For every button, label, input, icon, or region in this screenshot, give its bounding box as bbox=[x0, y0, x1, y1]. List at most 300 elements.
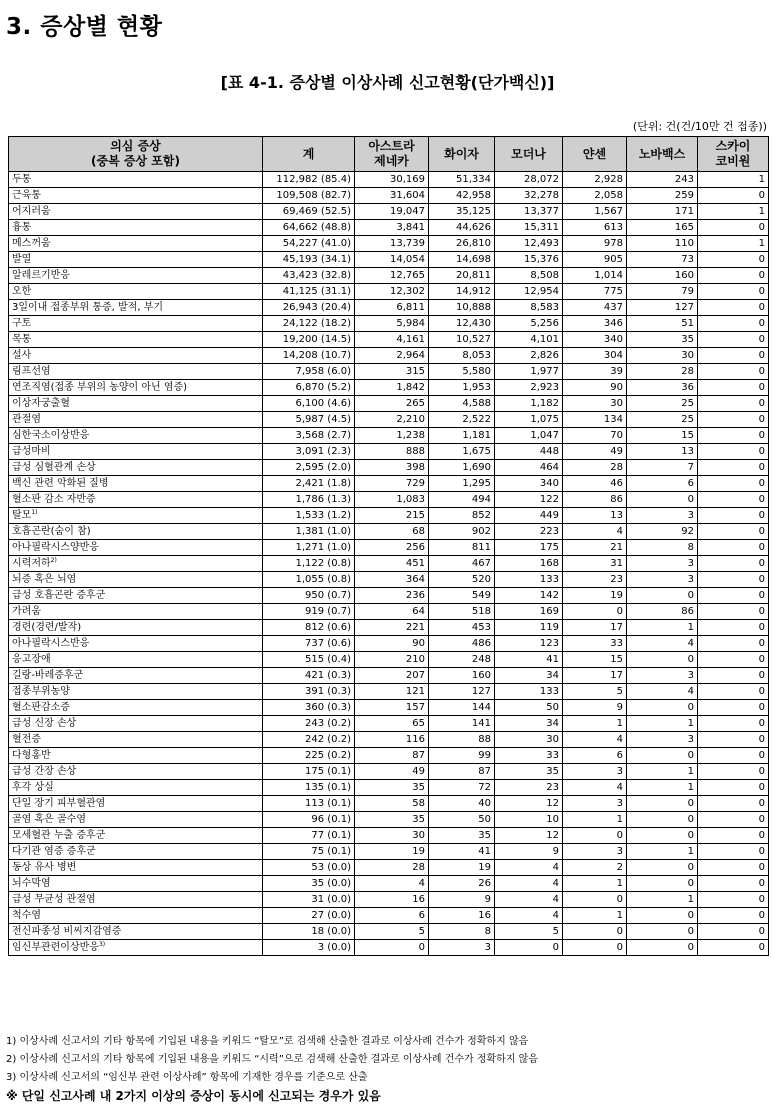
value-cell-novavax: 3 bbox=[627, 668, 698, 684]
value-cell-az: 3,841 bbox=[355, 220, 429, 236]
value-cell-total: 19,200 (14.5) bbox=[263, 332, 355, 348]
value-cell-skycovione: 0 bbox=[698, 252, 769, 268]
value-cell-skycovione: 0 bbox=[698, 444, 769, 460]
table-row bbox=[9, 348, 769, 364]
value-cell-moderna: 2,826 bbox=[495, 348, 563, 364]
value-cell-skycovione: 0 bbox=[698, 396, 769, 412]
value-cell-novavax: 0 bbox=[627, 492, 698, 508]
value-cell-az: 315 bbox=[355, 364, 429, 380]
value-cell-pfizer: 127 bbox=[429, 684, 495, 700]
table-row bbox=[9, 444, 769, 460]
value-cell-az: 68 bbox=[355, 524, 429, 540]
value-cell-skycovione: 0 bbox=[698, 476, 769, 492]
value-cell-novavax: 0 bbox=[627, 588, 698, 604]
value-cell-skycovione: 1 bbox=[698, 172, 769, 188]
value-cell-novavax: 165 bbox=[627, 220, 698, 236]
value-cell-pfizer: 248 bbox=[429, 652, 495, 668]
table-row bbox=[9, 924, 769, 940]
value-cell-pfizer: 9 bbox=[429, 892, 495, 908]
value-cell-novavax: 3 bbox=[627, 508, 698, 524]
value-cell-novavax: 0 bbox=[627, 860, 698, 876]
value-cell-novavax: 0 bbox=[627, 940, 698, 956]
value-cell-pfizer: 87 bbox=[429, 764, 495, 780]
value-cell-moderna: 34 bbox=[495, 668, 563, 684]
table-row bbox=[9, 220, 769, 236]
value-cell-moderna: 13,377 bbox=[495, 204, 563, 220]
table-row bbox=[9, 700, 769, 716]
value-cell-pfizer: 1,690 bbox=[429, 460, 495, 476]
value-cell-pfizer: 8,053 bbox=[429, 348, 495, 364]
value-cell-pfizer: 50 bbox=[429, 812, 495, 828]
value-cell-novavax: 160 bbox=[627, 268, 698, 284]
value-cell-janssen: 9 bbox=[563, 700, 627, 716]
table-row bbox=[9, 204, 769, 220]
value-cell-skycovione: 0 bbox=[698, 380, 769, 396]
value-cell-total: 69,469 (52.5) bbox=[263, 204, 355, 220]
value-cell-total: 3 (0.0) bbox=[263, 940, 355, 956]
value-cell-novavax: 3 bbox=[627, 556, 698, 572]
value-cell-novavax: 13 bbox=[627, 444, 698, 460]
value-cell-pfizer: 19 bbox=[429, 860, 495, 876]
table-row bbox=[9, 780, 769, 796]
value-cell-skycovione: 0 bbox=[698, 508, 769, 524]
table-row bbox=[9, 492, 769, 508]
table-row bbox=[9, 860, 769, 876]
value-cell-total: 31 (0.0) bbox=[263, 892, 355, 908]
value-cell-moderna: 449 bbox=[495, 508, 563, 524]
value-cell-janssen: 90 bbox=[563, 380, 627, 396]
value-cell-moderna: 12 bbox=[495, 828, 563, 844]
value-cell-pfizer: 10,527 bbox=[429, 332, 495, 348]
value-cell-total: 421 (0.3) bbox=[263, 668, 355, 684]
value-cell-total: 515 (0.4) bbox=[263, 652, 355, 668]
symptom-cell: 혈전증 bbox=[9, 732, 263, 748]
value-cell-pfizer: 41 bbox=[429, 844, 495, 860]
value-cell-moderna: 32,278 bbox=[495, 188, 563, 204]
table-row bbox=[9, 412, 769, 428]
value-cell-janssen: 1 bbox=[563, 812, 627, 828]
value-cell-pfizer: 144 bbox=[429, 700, 495, 716]
value-cell-janssen: 4 bbox=[563, 780, 627, 796]
value-cell-pfizer: 88 bbox=[429, 732, 495, 748]
table-row bbox=[9, 684, 769, 700]
value-cell-az: 121 bbox=[355, 684, 429, 700]
symptom-cell: 전신파종성 비씨지감염증 bbox=[9, 924, 263, 940]
value-cell-az: 16 bbox=[355, 892, 429, 908]
value-cell-janssen: 0 bbox=[563, 940, 627, 956]
symptom-cell: 림프선염 bbox=[9, 364, 263, 380]
symptom-cell: 다기관 염증 증후군 bbox=[9, 844, 263, 860]
value-cell-janssen: 0 bbox=[563, 828, 627, 844]
value-cell-moderna: 122 bbox=[495, 492, 563, 508]
value-cell-moderna: 0 bbox=[495, 940, 563, 956]
value-cell-moderna: 1,182 bbox=[495, 396, 563, 412]
table-row bbox=[9, 460, 769, 476]
value-cell-janssen: 5 bbox=[563, 684, 627, 700]
value-cell-skycovione: 1 bbox=[698, 204, 769, 220]
value-cell-az: 14,054 bbox=[355, 252, 429, 268]
table-row bbox=[9, 716, 769, 732]
symptom-cell: 다형홍반 bbox=[9, 748, 263, 764]
value-cell-novavax: 1 bbox=[627, 780, 698, 796]
table-row bbox=[9, 828, 769, 844]
value-cell-moderna: 33 bbox=[495, 748, 563, 764]
table-row bbox=[9, 556, 769, 572]
value-cell-pfizer: 72 bbox=[429, 780, 495, 796]
value-cell-janssen: 304 bbox=[563, 348, 627, 364]
value-cell-total: 113 (0.1) bbox=[263, 796, 355, 812]
value-cell-skycovione: 0 bbox=[698, 316, 769, 332]
value-cell-moderna: 5,256 bbox=[495, 316, 563, 332]
section-title: 3. 증상별 현황 bbox=[6, 14, 163, 40]
value-cell-pfizer: 811 bbox=[429, 540, 495, 556]
symptom-cell: 메스꺼움 bbox=[9, 236, 263, 252]
value-cell-novavax: 0 bbox=[627, 924, 698, 940]
value-cell-pfizer: 12,430 bbox=[429, 316, 495, 332]
header-astrazeneca: 아스트라 제네카 bbox=[355, 137, 429, 172]
value-cell-skycovione: 0 bbox=[698, 412, 769, 428]
value-cell-janssen: 23 bbox=[563, 572, 627, 588]
value-cell-total: 14,208 (10.7) bbox=[263, 348, 355, 364]
value-cell-az: 207 bbox=[355, 668, 429, 684]
value-cell-moderna: 123 bbox=[495, 636, 563, 652]
value-cell-moderna: 30 bbox=[495, 732, 563, 748]
table-row bbox=[9, 876, 769, 892]
value-cell-novavax: 6 bbox=[627, 476, 698, 492]
value-cell-skycovione: 0 bbox=[698, 684, 769, 700]
value-cell-total: 96 (0.1) bbox=[263, 812, 355, 828]
value-cell-novavax: 8 bbox=[627, 540, 698, 556]
value-cell-az: 19 bbox=[355, 844, 429, 860]
value-cell-skycovione: 0 bbox=[698, 924, 769, 940]
value-cell-total: 53 (0.0) bbox=[263, 860, 355, 876]
value-cell-moderna: 4 bbox=[495, 892, 563, 908]
value-cell-az: 64 bbox=[355, 604, 429, 620]
value-cell-janssen: 2,058 bbox=[563, 188, 627, 204]
value-cell-janssen: 86 bbox=[563, 492, 627, 508]
value-cell-moderna: 1,047 bbox=[495, 428, 563, 444]
value-cell-skycovione: 0 bbox=[698, 828, 769, 844]
symptom-cell: 구토 bbox=[9, 316, 263, 332]
footnote-1: 1) 이상사례 신고서의 기타 항목에 기입된 내용을 키워드 “탈모”로 검색해 산출한 결과로 이상사례 건수가 정확하지 않음 bbox=[6, 1036, 529, 1047]
value-cell-total: 175 (0.1) bbox=[263, 764, 355, 780]
symptom-cell: 아나필락시스양반응 bbox=[9, 540, 263, 556]
value-cell-janssen: 28 bbox=[563, 460, 627, 476]
value-cell-janssen: 0 bbox=[563, 924, 627, 940]
symptom-cell: 급성 간장 손상 bbox=[9, 764, 263, 780]
table-row bbox=[9, 940, 769, 956]
value-cell-janssen: 19 bbox=[563, 588, 627, 604]
value-cell-novavax: 1 bbox=[627, 716, 698, 732]
value-cell-skycovione: 0 bbox=[698, 572, 769, 588]
value-cell-janssen: 46 bbox=[563, 476, 627, 492]
symptom-cell: 골염 혹은 골수염 bbox=[9, 812, 263, 828]
table-row bbox=[9, 236, 769, 252]
value-cell-total: 737 (0.6) bbox=[263, 636, 355, 652]
value-cell-az: 2,210 bbox=[355, 412, 429, 428]
table-row bbox=[9, 428, 769, 444]
value-cell-novavax: 0 bbox=[627, 828, 698, 844]
value-cell-janssen: 31 bbox=[563, 556, 627, 572]
symptom-cell: 길랑-바레증후군 bbox=[9, 668, 263, 684]
value-cell-skycovione: 0 bbox=[698, 332, 769, 348]
value-cell-total: 360 (0.3) bbox=[263, 700, 355, 716]
value-cell-novavax: 0 bbox=[627, 652, 698, 668]
value-cell-janssen: 3 bbox=[563, 796, 627, 812]
table-row bbox=[9, 572, 769, 588]
value-cell-total: 1,122 (0.8) bbox=[263, 556, 355, 572]
value-cell-total: 35 (0.0) bbox=[263, 876, 355, 892]
table-row bbox=[9, 284, 769, 300]
value-cell-az: 30,169 bbox=[355, 172, 429, 188]
value-cell-pfizer: 14,912 bbox=[429, 284, 495, 300]
value-cell-janssen: 0 bbox=[563, 604, 627, 620]
symptom-cell: 혈소판 감소 자반증 bbox=[9, 492, 263, 508]
value-cell-novavax: 0 bbox=[627, 700, 698, 716]
value-cell-az: 90 bbox=[355, 636, 429, 652]
value-cell-az: 398 bbox=[355, 460, 429, 476]
value-cell-pfizer: 1,675 bbox=[429, 444, 495, 460]
symptom-cell: 급성 호흡곤란 증후군 bbox=[9, 588, 263, 604]
value-cell-az: 1,083 bbox=[355, 492, 429, 508]
table-row bbox=[9, 620, 769, 636]
value-cell-az: 157 bbox=[355, 700, 429, 716]
value-cell-total: 6,100 (4.6) bbox=[263, 396, 355, 412]
value-cell-moderna: 28,072 bbox=[495, 172, 563, 188]
value-cell-pfizer: 44,626 bbox=[429, 220, 495, 236]
value-cell-skycovione: 1 bbox=[698, 236, 769, 252]
value-cell-moderna: 12,493 bbox=[495, 236, 563, 252]
value-cell-pfizer: 518 bbox=[429, 604, 495, 620]
value-cell-az: 1,238 bbox=[355, 428, 429, 444]
symptom-cell: 설사 bbox=[9, 348, 263, 364]
value-cell-skycovione: 0 bbox=[698, 428, 769, 444]
value-cell-moderna: 4 bbox=[495, 908, 563, 924]
value-cell-skycovione: 0 bbox=[698, 764, 769, 780]
value-cell-moderna: 23 bbox=[495, 780, 563, 796]
value-cell-moderna: 34 bbox=[495, 716, 563, 732]
value-cell-moderna: 168 bbox=[495, 556, 563, 572]
value-cell-janssen: 346 bbox=[563, 316, 627, 332]
value-cell-az: 888 bbox=[355, 444, 429, 460]
symptom-cell: 어지러움 bbox=[9, 204, 263, 220]
table-row bbox=[9, 508, 769, 524]
table-row bbox=[9, 652, 769, 668]
value-cell-pfizer: 141 bbox=[429, 716, 495, 732]
value-cell-az: 12,302 bbox=[355, 284, 429, 300]
table-row bbox=[9, 748, 769, 764]
symptom-cell: 이상자궁출혈 bbox=[9, 396, 263, 412]
value-cell-total: 1,055 (0.8) bbox=[263, 572, 355, 588]
value-cell-janssen: 4 bbox=[563, 732, 627, 748]
value-cell-skycovione: 0 bbox=[698, 876, 769, 892]
value-cell-novavax: 1 bbox=[627, 844, 698, 860]
value-cell-novavax: 0 bbox=[627, 876, 698, 892]
footnote-remark: ※ 단일 신고사례 내 2가지 이상의 증상이 동시에 신고되는 경우가 있음 bbox=[6, 1089, 381, 1103]
table-header-row bbox=[9, 137, 769, 172]
symptom-cell: 근육통 bbox=[9, 188, 263, 204]
value-cell-total: 391 (0.3) bbox=[263, 684, 355, 700]
value-cell-pfizer: 8 bbox=[429, 924, 495, 940]
value-cell-janssen: 17 bbox=[563, 620, 627, 636]
value-cell-novavax: 243 bbox=[627, 172, 698, 188]
value-cell-novavax: 4 bbox=[627, 636, 698, 652]
value-cell-janssen: 6 bbox=[563, 748, 627, 764]
value-cell-novavax: 36 bbox=[627, 380, 698, 396]
table-row bbox=[9, 844, 769, 860]
value-cell-moderna: 9 bbox=[495, 844, 563, 860]
value-cell-janssen: 30 bbox=[563, 396, 627, 412]
value-cell-moderna: 5 bbox=[495, 924, 563, 940]
value-cell-moderna: 169 bbox=[495, 604, 563, 620]
table-row bbox=[9, 188, 769, 204]
value-cell-pfizer: 40 bbox=[429, 796, 495, 812]
symptom-cell: 관절염 bbox=[9, 412, 263, 428]
value-cell-novavax: 30 bbox=[627, 348, 698, 364]
value-cell-skycovione: 0 bbox=[698, 748, 769, 764]
value-cell-total: 135 (0.1) bbox=[263, 780, 355, 796]
value-cell-pfizer: 549 bbox=[429, 588, 495, 604]
table-row bbox=[9, 668, 769, 684]
value-cell-az: 6,811 bbox=[355, 300, 429, 316]
symptom-cell: 후각 상실 bbox=[9, 780, 263, 796]
value-cell-total: 41,125 (31.1) bbox=[263, 284, 355, 300]
value-cell-skycovione: 0 bbox=[698, 908, 769, 924]
value-cell-novavax: 1 bbox=[627, 764, 698, 780]
value-cell-novavax: 3 bbox=[627, 572, 698, 588]
value-cell-pfizer: 494 bbox=[429, 492, 495, 508]
symptom-cell: 흉통 bbox=[9, 220, 263, 236]
value-cell-total: 45,193 (34.1) bbox=[263, 252, 355, 268]
value-cell-janssen: 437 bbox=[563, 300, 627, 316]
value-cell-total: 54,227 (41.0) bbox=[263, 236, 355, 252]
value-cell-novavax: 3 bbox=[627, 732, 698, 748]
value-cell-skycovione: 0 bbox=[698, 844, 769, 860]
symptom-cell: 두통 bbox=[9, 172, 263, 188]
table-row bbox=[9, 300, 769, 316]
value-cell-az: 35 bbox=[355, 812, 429, 828]
table-row bbox=[9, 588, 769, 604]
value-cell-janssen: 613 bbox=[563, 220, 627, 236]
value-cell-pfizer: 26 bbox=[429, 876, 495, 892]
value-cell-skycovione: 0 bbox=[698, 700, 769, 716]
table-row bbox=[9, 892, 769, 908]
value-cell-janssen: 2 bbox=[563, 860, 627, 876]
value-cell-az: 265 bbox=[355, 396, 429, 412]
value-cell-az: 87 bbox=[355, 748, 429, 764]
symptom-cell: 동상 유사 병변 bbox=[9, 860, 263, 876]
value-cell-janssen: 775 bbox=[563, 284, 627, 300]
value-cell-novavax: 79 bbox=[627, 284, 698, 300]
value-cell-pfizer: 35,125 bbox=[429, 204, 495, 220]
value-cell-novavax: 171 bbox=[627, 204, 698, 220]
value-cell-moderna: 4 bbox=[495, 876, 563, 892]
value-cell-total: 27 (0.0) bbox=[263, 908, 355, 924]
symptom-cell: 모세혈관 누출 증후군 bbox=[9, 828, 263, 844]
value-cell-skycovione: 0 bbox=[698, 268, 769, 284]
value-cell-skycovione: 0 bbox=[698, 556, 769, 572]
symptom-cell: 단일 장기 피부혈관염 bbox=[9, 796, 263, 812]
value-cell-skycovione: 0 bbox=[698, 796, 769, 812]
value-cell-skycovione: 0 bbox=[698, 716, 769, 732]
table-row bbox=[9, 540, 769, 556]
footnote-2: 2) 이상사례 신고서의 기타 항목에 기입된 내용을 키워드 “시력”으로 검색해 산출한 결과로 이상사례 건수가 정확하지 않음 bbox=[6, 1054, 538, 1065]
value-cell-moderna: 340 bbox=[495, 476, 563, 492]
table-row bbox=[9, 732, 769, 748]
value-cell-moderna: 50 bbox=[495, 700, 563, 716]
value-cell-az: 19,047 bbox=[355, 204, 429, 220]
unit-note: (단위: 건(건/10만 건 접종)) bbox=[632, 120, 767, 133]
value-cell-total: 24,122 (18.2) bbox=[263, 316, 355, 332]
table-row bbox=[9, 524, 769, 540]
value-cell-az: 451 bbox=[355, 556, 429, 572]
symptom-cell: 3일이내 접종부위 통증, 발적, 부기 bbox=[9, 300, 263, 316]
table-row bbox=[9, 764, 769, 780]
value-cell-total: 2,595 (2.0) bbox=[263, 460, 355, 476]
symptom-cell: 발열 bbox=[9, 252, 263, 268]
value-cell-total: 1,786 (1.3) bbox=[263, 492, 355, 508]
value-cell-total: 18 (0.0) bbox=[263, 924, 355, 940]
symptom-cell: 혈소판감소증 bbox=[9, 700, 263, 716]
value-cell-novavax: 51 bbox=[627, 316, 698, 332]
value-cell-az: 4 bbox=[355, 876, 429, 892]
value-cell-az: 210 bbox=[355, 652, 429, 668]
value-cell-pfizer: 1,181 bbox=[429, 428, 495, 444]
value-cell-pfizer: 51,334 bbox=[429, 172, 495, 188]
value-cell-total: 109,508 (82.7) bbox=[263, 188, 355, 204]
value-cell-az: 12,765 bbox=[355, 268, 429, 284]
value-cell-pfizer: 2,522 bbox=[429, 412, 495, 428]
symptom-cell: 급성 무균성 관절염 bbox=[9, 892, 263, 908]
value-cell-skycovione: 0 bbox=[698, 620, 769, 636]
value-cell-total: 225 (0.2) bbox=[263, 748, 355, 764]
symptom-cell: 척수염 bbox=[9, 908, 263, 924]
value-cell-moderna: 12 bbox=[495, 796, 563, 812]
footnote-3: 3) 이상사례 신고서의 “임신부 관련 이상사례” 항목에 기재한 경우를 기준으로 산출 bbox=[6, 1072, 368, 1083]
value-cell-janssen: 33 bbox=[563, 636, 627, 652]
symptom-cell: 뇌증 혹은 뇌염 bbox=[9, 572, 263, 588]
value-cell-janssen: 1 bbox=[563, 716, 627, 732]
value-cell-skycovione: 0 bbox=[698, 732, 769, 748]
value-cell-skycovione: 0 bbox=[698, 364, 769, 380]
value-cell-total: 1,381 (1.0) bbox=[263, 524, 355, 540]
value-cell-moderna: 1,075 bbox=[495, 412, 563, 428]
value-cell-skycovione: 0 bbox=[698, 892, 769, 908]
value-cell-moderna: 8,508 bbox=[495, 268, 563, 284]
value-cell-moderna: 41 bbox=[495, 652, 563, 668]
value-cell-pfizer: 14,698 bbox=[429, 252, 495, 268]
value-cell-janssen: 4 bbox=[563, 524, 627, 540]
table-row bbox=[9, 252, 769, 268]
value-cell-novavax: 86 bbox=[627, 604, 698, 620]
value-cell-total: 112,982 (85.4) bbox=[263, 172, 355, 188]
value-cell-skycovione: 0 bbox=[698, 492, 769, 508]
value-cell-moderna: 35 bbox=[495, 764, 563, 780]
value-cell-moderna: 464 bbox=[495, 460, 563, 476]
table-row bbox=[9, 476, 769, 492]
symptom-cell: 알레르기반응 bbox=[9, 268, 263, 284]
value-cell-moderna: 2,923 bbox=[495, 380, 563, 396]
value-cell-skycovione: 0 bbox=[698, 524, 769, 540]
table-title: [표 4-1. 증상별 이상사례 신고현황(단가백신)] bbox=[220, 73, 555, 92]
symptom-cell: 시력저하$^{2)}$ bbox=[9, 556, 263, 572]
value-cell-novavax: 15 bbox=[627, 428, 698, 444]
value-cell-skycovione: 0 bbox=[698, 812, 769, 828]
value-cell-pfizer: 520 bbox=[429, 572, 495, 588]
value-cell-total: 77 (0.1) bbox=[263, 828, 355, 844]
value-cell-janssen: 39 bbox=[563, 364, 627, 380]
symptom-cell: 심한국소이상반응 bbox=[9, 428, 263, 444]
